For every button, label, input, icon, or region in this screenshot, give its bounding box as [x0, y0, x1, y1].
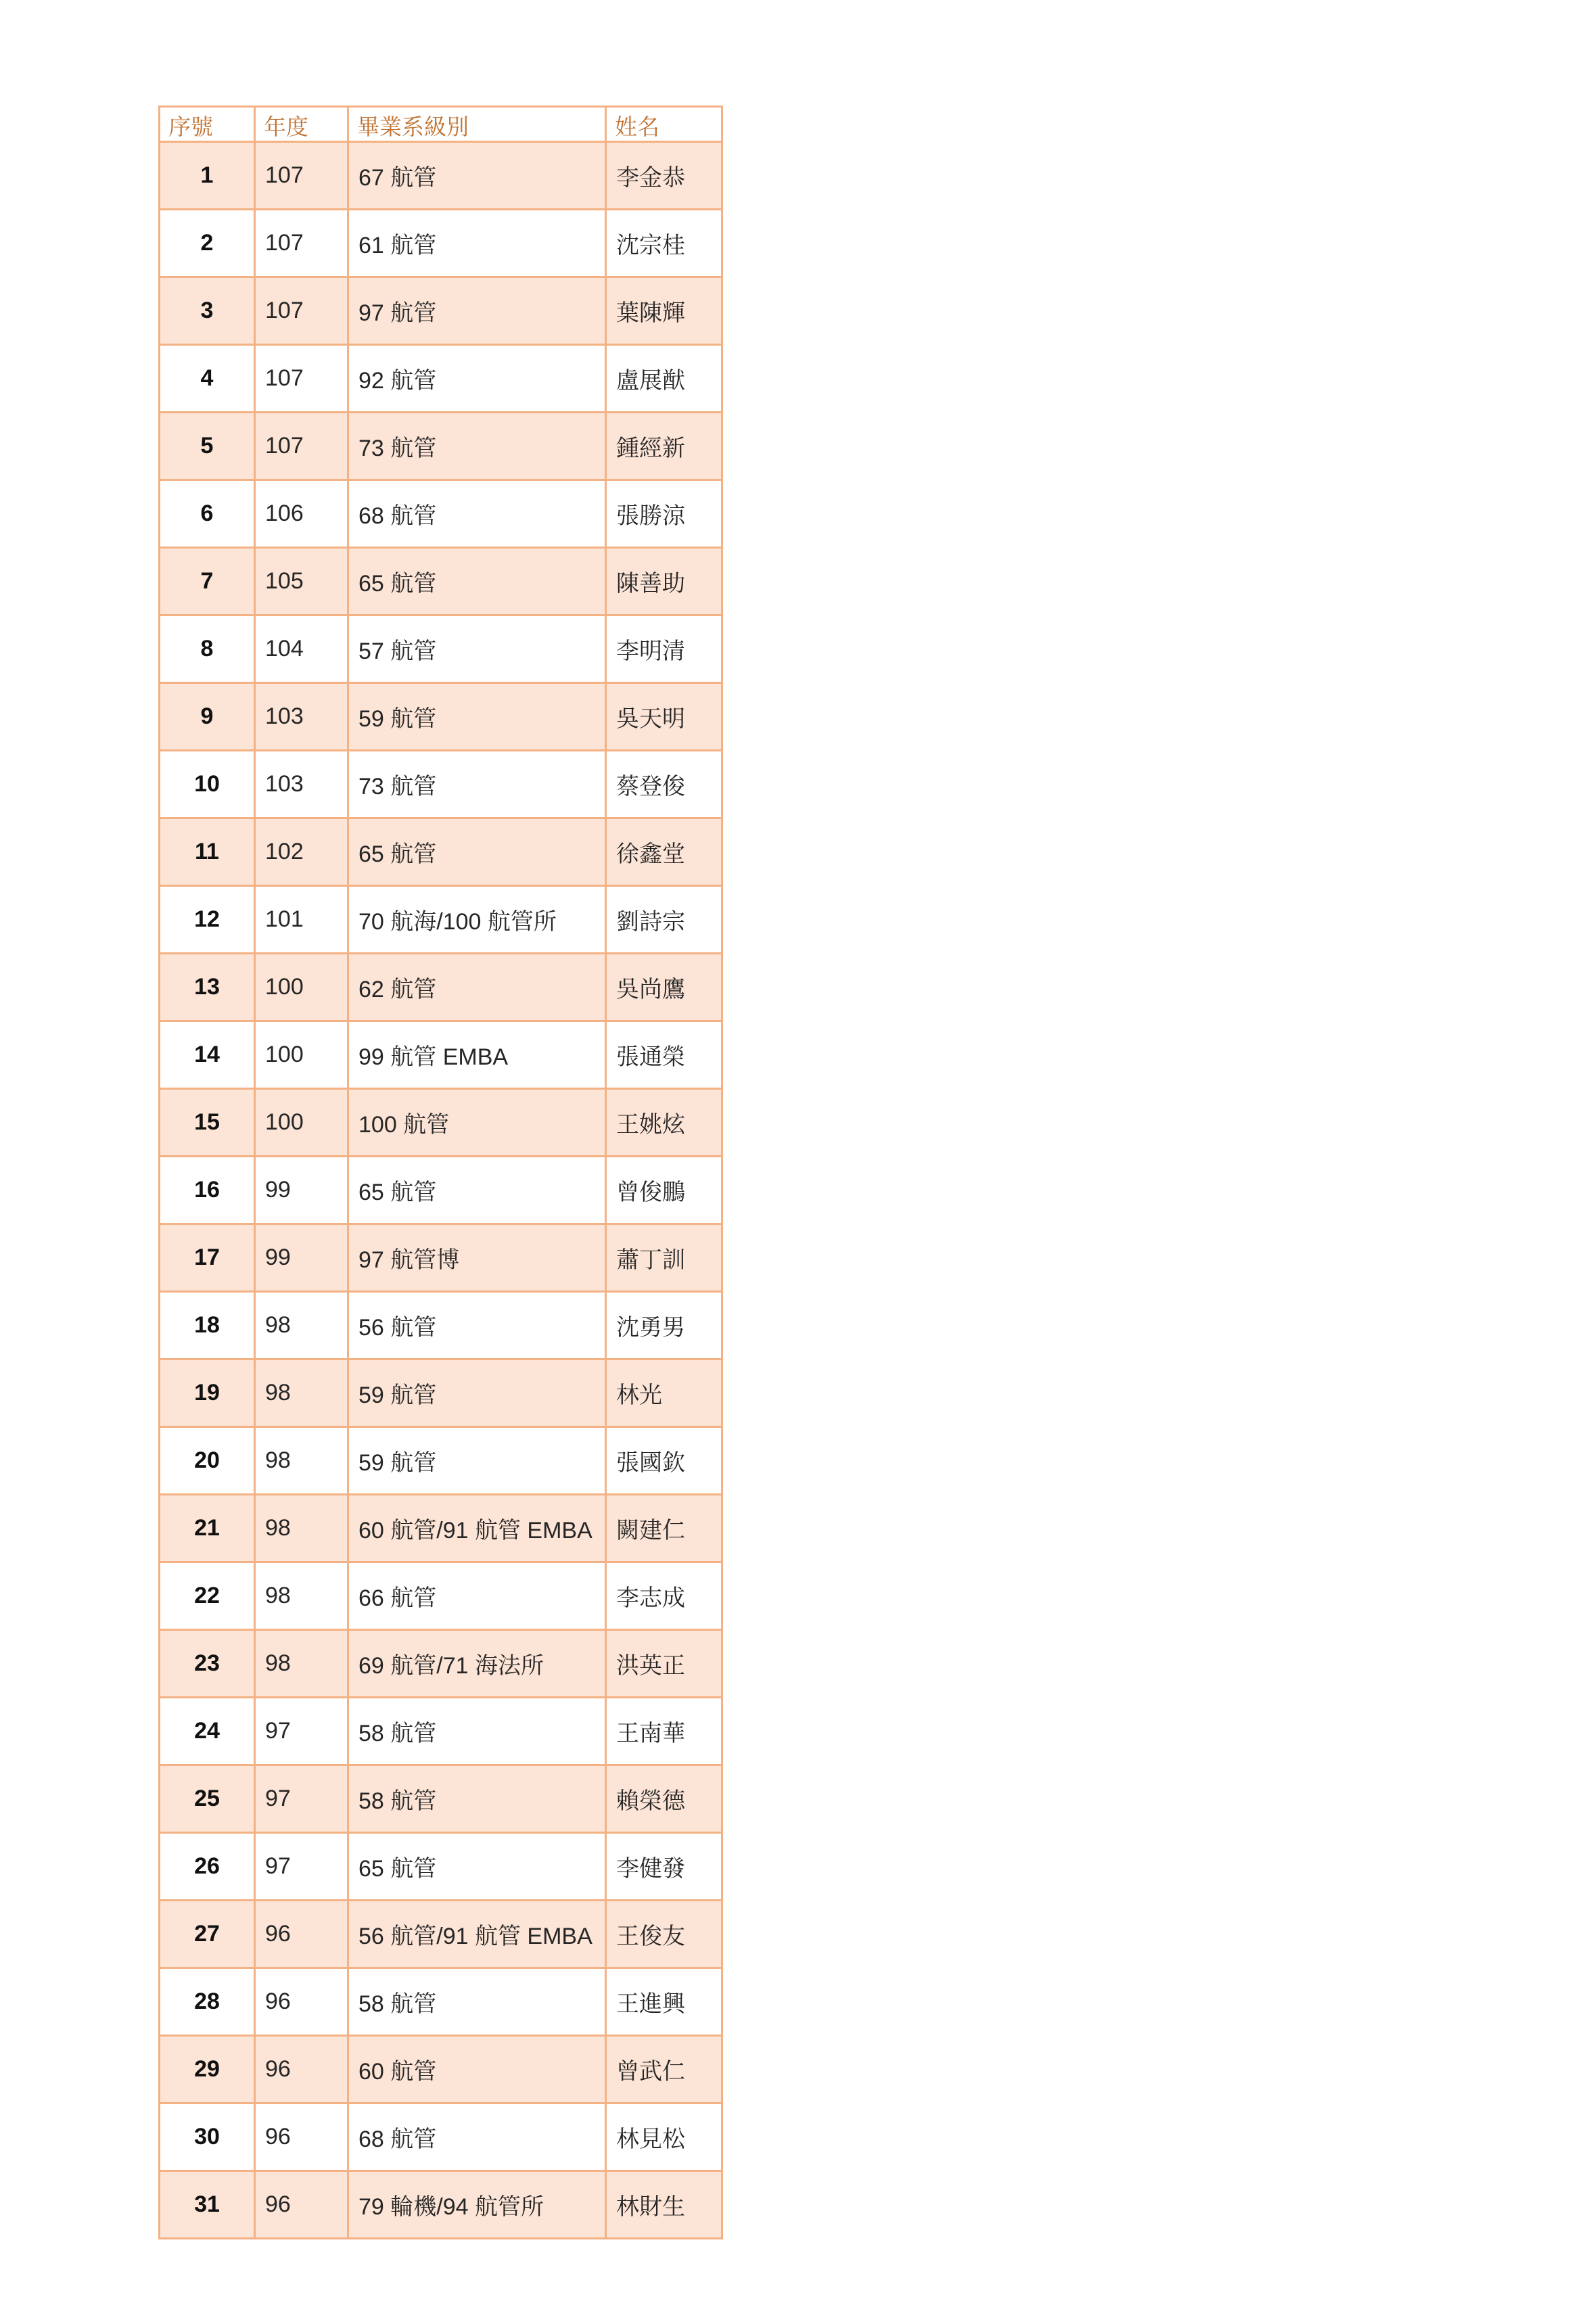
cell-department: 79 輪機/94 航管所 — [349, 2172, 607, 2239]
cell-department: 68 航管 — [349, 2104, 607, 2172]
table-row — [160, 2172, 723, 2239]
cell-year: 102 — [256, 819, 349, 887]
cell-name: 林財生 — [607, 2172, 723, 2239]
cell-name: 李金恭 — [607, 143, 723, 210]
cell-year: 98 — [256, 1360, 349, 1428]
cell-name: 王進興 — [607, 1969, 723, 2037]
cell-department: 67 航管 — [349, 143, 607, 210]
cell-department: 100 航管 — [349, 1090, 607, 1157]
table-row — [160, 1293, 723, 1360]
cell-name: 鍾經新 — [607, 413, 723, 481]
cell-name: 張國欽 — [607, 1428, 723, 1495]
cell-year: 98 — [256, 1293, 349, 1360]
table-row — [160, 1631, 723, 1698]
header-index: 序號 — [160, 108, 256, 143]
cell-department: 65 航管 — [349, 549, 607, 616]
table-row — [160, 1495, 723, 1563]
cell-index: 13 — [160, 954, 256, 1022]
table-row — [160, 2037, 723, 2104]
table-row — [160, 1090, 723, 1157]
table-row — [160, 616, 723, 684]
cell-name: 賴榮德 — [607, 1766, 723, 1834]
cell-department: 99 航管 EMBA — [349, 1022, 607, 1090]
table-row — [160, 887, 723, 954]
table-row — [160, 954, 723, 1022]
cell-year: 101 — [256, 887, 349, 954]
cell-department: 58 航管 — [349, 1969, 607, 2037]
cell-name: 張勝涼 — [607, 481, 723, 549]
table-row — [160, 346, 723, 413]
cell-year: 96 — [256, 2104, 349, 2172]
cell-index: 14 — [160, 1022, 256, 1090]
cell-index: 25 — [160, 1766, 256, 1834]
cell-year: 107 — [256, 413, 349, 481]
cell-department: 65 航管 — [349, 819, 607, 887]
table-row — [160, 1766, 723, 1834]
cell-index: 21 — [160, 1495, 256, 1563]
cell-year: 97 — [256, 1766, 349, 1834]
cell-name: 洪英正 — [607, 1631, 723, 1698]
cell-year: 107 — [256, 346, 349, 413]
cell-index: 2 — [160, 210, 256, 278]
cell-year: 98 — [256, 1428, 349, 1495]
cell-name: 闕建仁 — [607, 1495, 723, 1563]
cell-index: 30 — [160, 2104, 256, 2172]
cell-department: 97 航管 — [349, 278, 607, 346]
cell-index: 17 — [160, 1225, 256, 1293]
table-header-row — [160, 108, 723, 143]
cell-name: 徐鑫堂 — [607, 819, 723, 887]
table-row — [160, 751, 723, 819]
cell-year: 104 — [256, 616, 349, 684]
cell-name: 李明清 — [607, 616, 723, 684]
table-row — [160, 1563, 723, 1631]
cell-year: 100 — [256, 954, 349, 1022]
alumni-table — [158, 106, 723, 2239]
cell-name: 王姚炫 — [607, 1090, 723, 1157]
cell-name: 李志成 — [607, 1563, 723, 1631]
cell-index: 3 — [160, 278, 256, 346]
header-year: 年度 — [256, 108, 349, 143]
cell-year: 107 — [256, 278, 349, 346]
cell-department: 59 航管 — [349, 1428, 607, 1495]
table-row — [160, 2104, 723, 2172]
table-row — [160, 1225, 723, 1293]
cell-year: 97 — [256, 1698, 349, 1766]
cell-year: 96 — [256, 1901, 349, 1969]
cell-index: 19 — [160, 1360, 256, 1428]
cell-year: 103 — [256, 684, 349, 751]
cell-index: 24 — [160, 1698, 256, 1766]
table-row — [160, 143, 723, 210]
table-row — [160, 1022, 723, 1090]
header-department: 畢業系級別 — [349, 108, 607, 143]
cell-year: 98 — [256, 1631, 349, 1698]
header-name: 姓名 — [607, 108, 723, 143]
cell-department: 68 航管 — [349, 481, 607, 549]
table-row — [160, 481, 723, 549]
table-row — [160, 684, 723, 751]
cell-index: 26 — [160, 1834, 256, 1901]
cell-name: 陳善助 — [607, 549, 723, 616]
cell-index: 28 — [160, 1969, 256, 2037]
table-row — [160, 1969, 723, 2037]
cell-year: 107 — [256, 210, 349, 278]
cell-index: 6 — [160, 481, 256, 549]
cell-index: 31 — [160, 2172, 256, 2239]
cell-name: 蔡登俊 — [607, 751, 723, 819]
cell-index: 20 — [160, 1428, 256, 1495]
table-row — [160, 278, 723, 346]
cell-department: 73 航管 — [349, 413, 607, 481]
cell-name: 吳尚鷹 — [607, 954, 723, 1022]
table-row — [160, 413, 723, 481]
table-row — [160, 1428, 723, 1495]
table-row — [160, 1901, 723, 1969]
cell-index: 12 — [160, 887, 256, 954]
cell-name: 吳天明 — [607, 684, 723, 751]
cell-year: 97 — [256, 1834, 349, 1901]
cell-index: 9 — [160, 684, 256, 751]
cell-department: 58 航管 — [349, 1698, 607, 1766]
table-row — [160, 210, 723, 278]
cell-name: 林光 — [607, 1360, 723, 1428]
cell-department: 60 航管 — [349, 2037, 607, 2104]
cell-name: 蕭丁訓 — [607, 1225, 723, 1293]
cell-department: 65 航管 — [349, 1157, 607, 1225]
cell-year: 100 — [256, 1090, 349, 1157]
table-row — [160, 819, 723, 887]
cell-department: 69 航管/71 海法所 — [349, 1631, 607, 1698]
cell-index: 5 — [160, 413, 256, 481]
cell-index: 18 — [160, 1293, 256, 1360]
cell-department: 61 航管 — [349, 210, 607, 278]
cell-index: 10 — [160, 751, 256, 819]
cell-name: 張通榮 — [607, 1022, 723, 1090]
cell-year: 96 — [256, 2037, 349, 2104]
cell-index: 22 — [160, 1563, 256, 1631]
cell-department: 66 航管 — [349, 1563, 607, 1631]
cell-department: 73 航管 — [349, 751, 607, 819]
cell-index: 7 — [160, 549, 256, 616]
cell-year: 99 — [256, 1157, 349, 1225]
cell-index: 11 — [160, 819, 256, 887]
cell-name: 曾武仁 — [607, 2037, 723, 2104]
table-row — [160, 1834, 723, 1901]
table-row — [160, 549, 723, 616]
cell-name: 李健發 — [607, 1834, 723, 1901]
cell-department: 56 航管/91 航管 EMBA — [349, 1901, 607, 1969]
cell-index: 8 — [160, 616, 256, 684]
cell-index: 23 — [160, 1631, 256, 1698]
cell-department: 60 航管/91 航管 EMBA — [349, 1495, 607, 1563]
cell-name: 曾俊鵬 — [607, 1157, 723, 1225]
cell-department: 97 航管博 — [349, 1225, 607, 1293]
cell-name: 盧展猷 — [607, 346, 723, 413]
cell-index: 15 — [160, 1090, 256, 1157]
cell-department: 59 航管 — [349, 684, 607, 751]
cell-year: 96 — [256, 1969, 349, 2037]
cell-index: 1 — [160, 143, 256, 210]
cell-department: 59 航管 — [349, 1360, 607, 1428]
cell-name: 沈宗桂 — [607, 210, 723, 278]
cell-name: 沈勇男 — [607, 1293, 723, 1360]
cell-name: 葉陳輝 — [607, 278, 723, 346]
cell-index: 27 — [160, 1901, 256, 1969]
cell-department: 57 航管 — [349, 616, 607, 684]
cell-index: 4 — [160, 346, 256, 413]
cell-year: 99 — [256, 1225, 349, 1293]
cell-year: 103 — [256, 751, 349, 819]
cell-index: 16 — [160, 1157, 256, 1225]
cell-department: 62 航管 — [349, 954, 607, 1022]
cell-department: 58 航管 — [349, 1766, 607, 1834]
table-row — [160, 1698, 723, 1766]
table-body — [160, 143, 723, 2239]
cell-year: 96 — [256, 2172, 349, 2239]
cell-year: 98 — [256, 1495, 349, 1563]
cell-department: 56 航管 — [349, 1293, 607, 1360]
cell-department: 70 航海/100 航管所 — [349, 887, 607, 954]
cell-name: 王南華 — [607, 1698, 723, 1766]
table-row — [160, 1157, 723, 1225]
table-row — [160, 1360, 723, 1428]
cell-year: 98 — [256, 1563, 349, 1631]
cell-department: 92 航管 — [349, 346, 607, 413]
cell-index: 29 — [160, 2037, 256, 2104]
cell-year: 106 — [256, 481, 349, 549]
cell-year: 100 — [256, 1022, 349, 1090]
cell-name: 王俊友 — [607, 1901, 723, 1969]
cell-name: 劉詩宗 — [607, 887, 723, 954]
cell-name: 林見松 — [607, 2104, 723, 2172]
cell-year: 105 — [256, 549, 349, 616]
cell-department: 65 航管 — [349, 1834, 607, 1901]
cell-year: 107 — [256, 143, 349, 210]
